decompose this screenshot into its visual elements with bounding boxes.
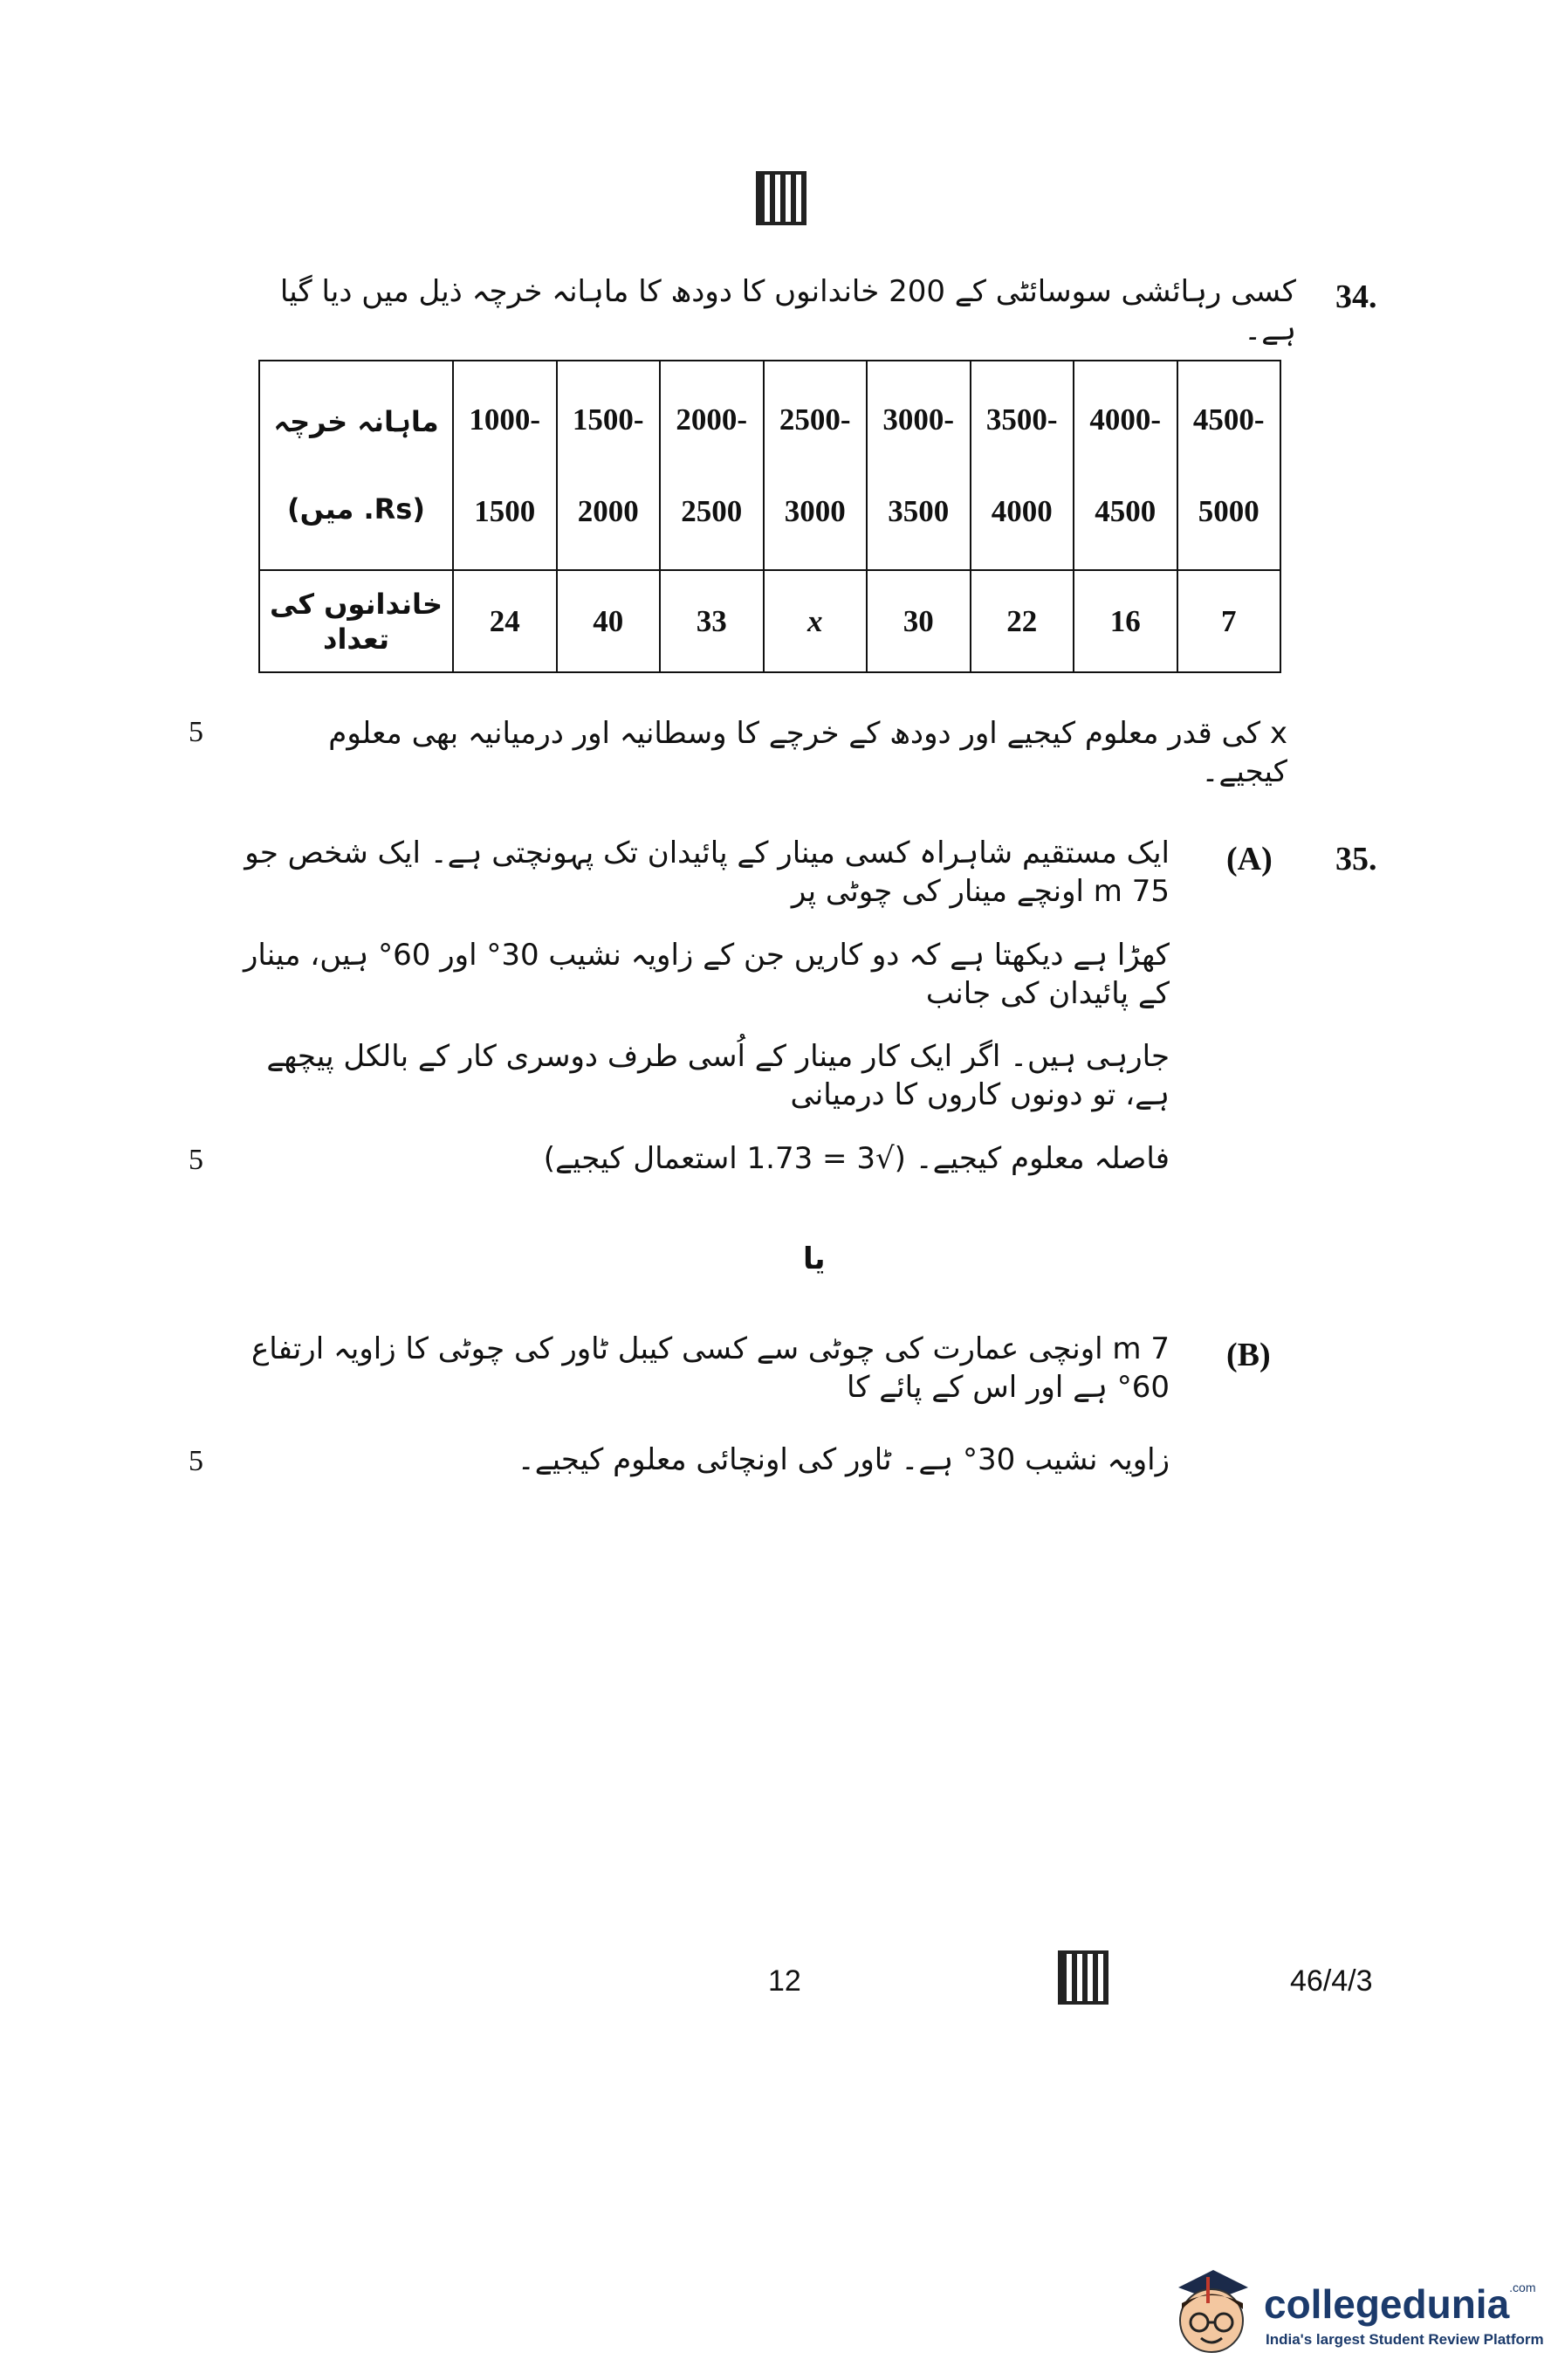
marks: 5: [189, 1445, 203, 1477]
class-interval: 2500- 3000: [764, 361, 868, 570]
option-a-line: جارہی ہیں۔ اگر ایک کار مینار کے اُسی طرف دوسری کار کے بالکل پیچھے ہے، تو دونوں کاروں کا درمیانی: [266, 1039, 1170, 1113]
frequency-table: [258, 360, 1281, 673]
option-a-line: فاصلہ معلوم کیجیے۔ (√3 = 1.73 استعمال کیجیے): [543, 1141, 1170, 1176]
option-label: (A): [1226, 841, 1273, 877]
frequency-cell: 33: [660, 570, 764, 672]
qr-code-icon: [1058, 1950, 1108, 2005]
question-number: 34.: [1335, 279, 1377, 315]
brand-tagline: India's largest Student Review Platform: [1266, 2331, 1544, 2348]
option-a-line: کھڑا ہے دیکھتا ہے کہ دو کاریں جن کے زاویہ نشیب 30° اور 60° ہیں، مینار کے پائیدان کی جانب: [243, 938, 1170, 1012]
frequency-cell: 22: [971, 570, 1074, 672]
class-interval: 3500- 4000: [971, 361, 1074, 570]
option-a-line: ایک مستقیم شاہراہ کسی مینار کے پائیدان تک پہونچتی ہے۔ ایک شخص جو 75 m اونچے مینار کی چوٹی پر: [244, 836, 1170, 910]
frequency-cell: 16: [1074, 570, 1177, 672]
table-header-families: خاندانوں کی تعداد: [259, 570, 453, 672]
marks: 5: [189, 1144, 203, 1176]
or-separator: یا: [803, 1242, 826, 1276]
table-header-expense: ماہانہ خرچہ (Rs. میں): [259, 361, 453, 570]
option-b-line: زاویہ نشیب 30° ہے۔ ٹاور کی اونچائی معلوم کیجیے۔: [517, 1442, 1170, 1477]
question-number: 35.: [1335, 841, 1377, 877]
question-statement: کسی رہائشی سوسائٹی کے 200 خاندانوں کا دودھ کا ماہانہ خرچہ ذیل میں دیا گیا ہے۔: [279, 274, 1296, 348]
frequency-cell: 40: [557, 570, 661, 672]
page-number: 12: [768, 1964, 801, 1998]
class-interval: 4000- 4500: [1074, 361, 1177, 570]
brand-name: collegedunia$^{.com}$: [1264, 2280, 1536, 2327]
class-interval: 2000- 2500: [660, 361, 764, 570]
marks: 5: [189, 716, 203, 748]
frequency-cell: x: [764, 570, 868, 672]
class-interval: 3000- 3500: [867, 361, 971, 570]
option-label: (B): [1226, 1337, 1271, 1373]
class-interval: 4500- 5000: [1177, 361, 1281, 570]
frequency-cell: 7: [1177, 570, 1281, 672]
frequency-cell: 24: [453, 570, 557, 672]
brand-logo: [1161, 2261, 1545, 2366]
qr-code-icon: [756, 171, 806, 225]
paper-code: 46/4/3: [1290, 1964, 1373, 1998]
frequency-cell: 30: [867, 570, 971, 672]
question-ask: x کی قدر معلوم کیجیے اور دودھ کے خرچے کا وسطانیہ اور درمیانیہ بھی معلوم کیجیے۔: [328, 716, 1287, 790]
mascot-icon: [1161, 2261, 1257, 2366]
class-interval: 1000- 1500: [453, 361, 557, 570]
class-interval: 1500- 2000: [557, 361, 661, 570]
option-b-line: 7 m اونچی عمارت کی چوٹی سے کسی کیبل ٹاور کی چوٹی کا زاویہ ارتفاع 60° ہے اور اس کے پائے کا: [251, 1331, 1170, 1406]
